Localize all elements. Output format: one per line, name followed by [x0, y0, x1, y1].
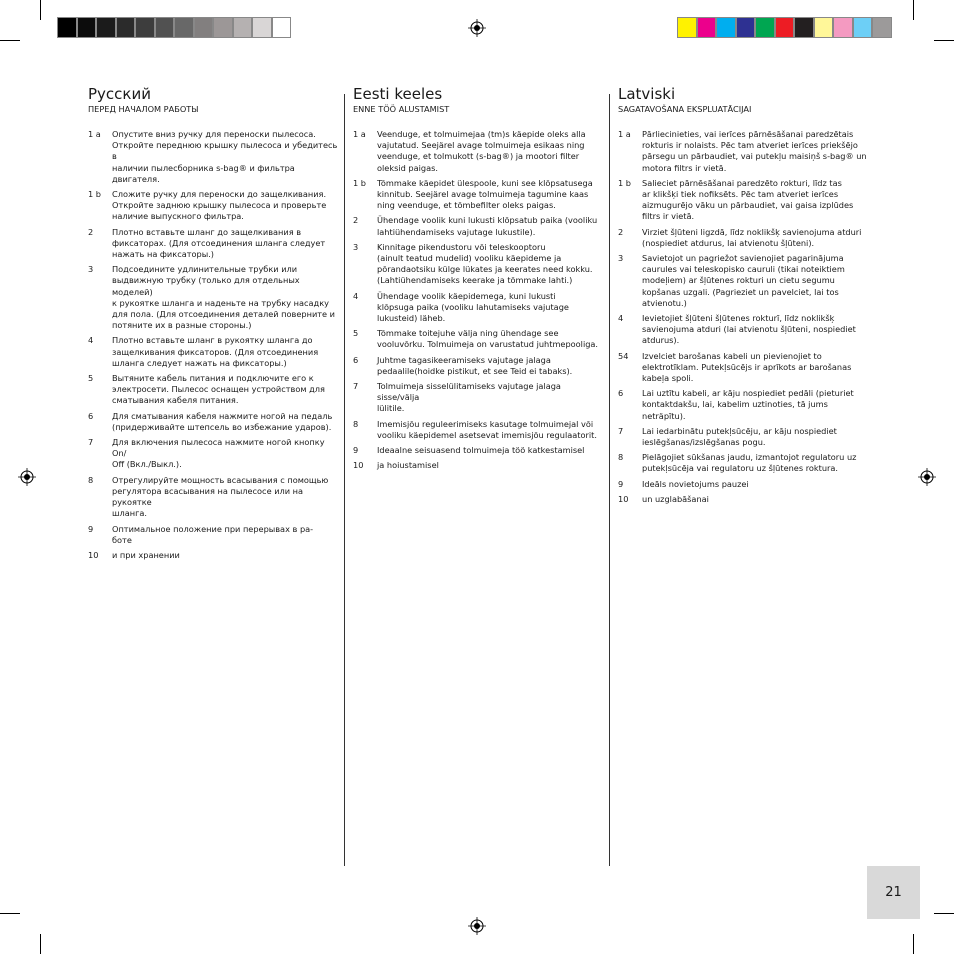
step-number: 10: [618, 493, 629, 504]
color-swatch: [233, 17, 253, 38]
step-text: ja hoiustamisel: [377, 460, 439, 471]
instruction-item: [353, 242, 605, 287]
instruction-list: [353, 129, 605, 475]
step-number: 6: [88, 410, 94, 421]
color-swatch: [213, 17, 233, 38]
instruction-item: [353, 328, 605, 350]
instruction-item: [353, 215, 605, 237]
instruction-item: [88, 550, 338, 561]
step-number: 54: [618, 350, 629, 361]
step-text: Для сматывания кабеля нажмите ногой на педаль (придерживайте штепсель во избежание ударов).: [112, 410, 333, 432]
instruction-item: [88, 475, 338, 520]
instruction-item: [353, 419, 605, 441]
step-text: Lai uztītu kabeli, ar kāju nospiediet pedāli (pieturiet kontaktdakšu, lai, kabelim uztinoties, tā jums neträpītu).: [642, 388, 854, 421]
crop-mark: [0, 913, 20, 914]
step-number: 2: [618, 226, 624, 237]
step-text: Veenduge, et tolmuimejaa (tm)s käepide oleks alla vajutatud. Seejärel avage tolmuimeja esikaas ning veenduge, et tolmukott (s-bag®) ja mootori filter oleksid paigas.: [377, 129, 586, 173]
registration-mark-icon: [918, 468, 936, 486]
instruction-item: [353, 355, 605, 377]
step-number: 5: [353, 328, 359, 339]
instruction-item: [88, 189, 338, 223]
step-number: 9: [353, 445, 359, 456]
column-estonian: [353, 85, 605, 471]
step-number: 7: [88, 437, 94, 448]
step-number: 1 b: [353, 177, 367, 188]
crop-mark: [40, 934, 41, 954]
instruction-item: [88, 227, 338, 261]
instruction-item: [618, 129, 868, 174]
registration-mark-icon: [468, 19, 486, 37]
step-number: 7: [618, 425, 624, 436]
crop-mark: [913, 934, 914, 954]
step-text: Pielāgojiet sūkšanas jaudu, izmantojot regulatoru uz putekļsūcēja vai regulatoru uz šļūtenes roktura.: [642, 452, 857, 474]
step-text: Ideāls novietojums pauzei: [642, 478, 749, 489]
step-number: 1 b: [618, 177, 632, 188]
step-text: Подсоедините удлинительные трубки или выдвижную трубку (только для отдельных моделей) к рукоятке шланга и наденьте на трубку насадку для пола. (Для отсоединения деталей поверните и потяните их в разные стороны.): [112, 264, 335, 331]
step-text: Tõmmake käepidet ülespoole, kuni see klõpsatusega kinnitub. Seejärel avage tolmuimeja tagumine kaas ning veenduge, et tõmbefilter oleks paigas.: [377, 177, 593, 211]
step-number: 1 b: [88, 189, 102, 200]
instruction-item: [353, 445, 605, 456]
color-swatch: [755, 17, 775, 38]
instruction-item: [618, 313, 868, 347]
step-number: 4: [353, 290, 359, 301]
step-number: 4: [88, 335, 94, 346]
step-text: Для включения пылесоса нажмите ногой кнопку On/ Off (Вкл./Выкл.).: [112, 437, 325, 470]
grayscale-color-bar: [57, 17, 291, 38]
step-text: Отрегулируйте мощность всасывания с помощью регулятора всасывания на пылесосе или на рукоятке шланга.: [112, 474, 329, 519]
step-text: Izvelciet barošanas kabeli un pievienojiet to elektrotīklam. Putekļsūcējs ir aprīkots ar barošanas kabeļa spoli.: [642, 350, 852, 384]
color-swatch: [677, 17, 697, 38]
instruction-item: [353, 178, 605, 212]
color-swatch: [814, 17, 834, 38]
instruction-item: [618, 253, 868, 309]
crop-mark: [40, 0, 41, 20]
color-swatch: [775, 17, 795, 38]
color-swatch: [174, 17, 194, 38]
instruction-item: [353, 291, 605, 325]
step-number: 3: [88, 264, 94, 275]
crop-mark: [934, 913, 954, 914]
step-text: Опустите вниз ручку для переноски пылесоса. Откройте переднюю крышку пылесоса и убедитесь в наличии пылесборника s-bag® и фильтра двигателя.: [112, 129, 338, 184]
color-swatch: [716, 17, 736, 38]
step-number: 8: [618, 452, 624, 463]
step-number: 3: [618, 253, 624, 264]
instruction-list: [618, 129, 868, 509]
column-russian: [88, 85, 338, 560]
step-text: и при хранении: [112, 549, 180, 560]
page-number: 21: [867, 866, 920, 919]
crop-mark: [0, 40, 20, 41]
color-swatch: [272, 17, 292, 38]
step-number: 9: [618, 478, 624, 489]
instruction-list: [88, 129, 338, 565]
color-swatch: [872, 17, 892, 38]
step-number: 10: [88, 549, 99, 560]
instruction-item: [618, 351, 868, 385]
step-number: 8: [88, 474, 94, 485]
color-swatch: [853, 17, 873, 38]
instruction-item: [618, 426, 868, 448]
step-number: 6: [618, 388, 624, 399]
step-text: Juhtme tagasikeeramiseks vajutage jalaga pedaalile(hoidke pistikut, et see Teid ei tabaks).: [377, 354, 573, 376]
step-text: Kinnitage pikendustoru või teleskooptoru (ainult teatud mudelid) vooliku käepideme ja põrandaotsiku külge lükates ja keerates need kokku. (Lahtiühendamiseks keerake ja tõmmake lahti.): [377, 241, 593, 286]
step-number: 4: [618, 313, 624, 324]
step-number: 3: [353, 241, 359, 252]
instruction-item: [618, 388, 868, 422]
step-text: un uzglabāšanai: [642, 493, 709, 504]
color-swatch: [57, 17, 77, 38]
instruction-item: [618, 178, 868, 223]
step-number: 1 a: [618, 129, 631, 139]
instruction-item: [88, 129, 338, 185]
step-number: 7: [353, 381, 359, 392]
instruction-item: [353, 381, 605, 415]
column-divider: [609, 94, 610, 866]
step-text: Плотно вставьте шланг до защелкивания в фиксаторах. (Для отсоединения шланга следует нажать на фиксаторы.): [112, 226, 326, 260]
step-number: 9: [88, 523, 94, 534]
step-text: Ievietojiet šļūteni šļūtenes rokturī, līdz noklikšķ savienojuma atduri (lai atvienotu šļūteni, nospiediet atdurus).: [642, 313, 856, 346]
step-text: Оптимальное положение при перерывах в ра- боте: [112, 523, 314, 545]
step-number: 2: [353, 215, 359, 226]
color-swatch: [116, 17, 136, 38]
color-swatch: [736, 17, 756, 38]
step-number: 6: [353, 354, 359, 365]
step-number: 10: [353, 460, 364, 471]
step-number: 8: [353, 418, 359, 429]
column-subtitle: ENNE TÖÖ ALUSTAMIST: [353, 104, 450, 114]
step-text: Virziet šļūteni ligzdā, līdz noklikšķ savienojuma atduri (nospiediet atdurus, lai atvienotu šļūteni).: [642, 226, 862, 248]
step-text: Savietojot un pagriežot savienojiet pagarinājuma caurules vai teleskopisko cauruli (tikai noteiktiem modeļiem) ar šļūtenes rokturi un cietu segumu kopšanas uzgali. (Pagrieziet un pavelciet, lai tos atvienotu.): [642, 253, 845, 308]
instruction-item: [88, 437, 338, 471]
column-title: Eesti keeles: [353, 85, 443, 103]
registration-mark-icon: [468, 917, 486, 935]
step-text: Ühendage voolik käepidemega, kuni lukusti klõpsuga paika (vooliku lahutamiseks vajutage lukusteid) läheb.: [377, 290, 569, 324]
column-subtitle: SAGATAVOŠANA EKSPLUATĀCIJAI: [618, 104, 752, 114]
instruction-item: [618, 494, 868, 505]
instruction-item: [88, 373, 338, 407]
step-number: 1 a: [88, 129, 101, 139]
step-text: Сложите ручку для переноски до защелкивания. Откройте заднюю крышку пылесоса и проверьте наличие выпускного фильтра.: [112, 189, 327, 222]
step-text: Lai iedarbinātu putekļsūcēju, ar kāju nospiediet ieslēgšanas/izslēgšanas pogu.: [642, 425, 837, 448]
step-number: 1 a: [353, 129, 366, 139]
step-number: 5: [88, 373, 94, 384]
color-swatch: [794, 17, 814, 38]
instruction-item: [88, 411, 338, 433]
instruction-item: [618, 227, 868, 249]
instruction-item: [88, 335, 338, 369]
crop-mark: [934, 40, 954, 41]
column-latvian: [618, 85, 868, 504]
color-swatch: [77, 17, 97, 38]
step-text: Tolmuimeja sisselülitamiseks vajutage jalaga sisse/välja lülitile.: [377, 381, 561, 414]
instruction-item: [618, 452, 868, 474]
registration-mark-icon: [18, 468, 36, 486]
column-subtitle: ПЕРЕД НАЧАЛОМ РАБОТЫ: [88, 104, 199, 114]
instruction-item: [88, 524, 338, 546]
instruction-item: [618, 479, 868, 490]
step-text: Плотно вставьте шланг в рукоятку шланга до защелкивания фиксаторов. (Для отсоединения шланга следует нажать на фиксаторы.): [112, 335, 319, 368]
column-divider: [344, 94, 345, 866]
step-text: Вытяните кабель питания и подключите его к электросети. Пылесос оснащен устройством для сматывания кабеля питания.: [112, 373, 325, 406]
step-text: Imemisjõu reguleerimiseks kasutage tolmuimejal või vooliku käepidemel asetsevat imemisjõu regulaatorit.: [377, 418, 597, 440]
instruction-item: [353, 129, 605, 174]
column-title: Русский: [88, 85, 151, 103]
column-title: Latviski: [618, 85, 676, 103]
color-swatch: [96, 17, 116, 38]
color-swatch: [697, 17, 717, 38]
step-text: Salieciet pārnēsāšanai paredzēto rokturi, līdz tas ar klikšķi tiek nofiksēts. Pēc tam atveriet ierīces aizmugurējo vāku un pārbaudiet, vai gaisa izplūdes filtrs ir vietā.: [642, 177, 854, 222]
crop-mark: [913, 0, 914, 20]
color-swatch: [833, 17, 853, 38]
color-swatch: [155, 17, 175, 38]
step-text: Ideaalne seisuasend tolmuimeja töö katkestamisel: [377, 445, 585, 456]
step-text: Tõmmake toitejuhe välja ning ühendage see vooluvõrku. Tolmuimeja on varustatud juhtmepooliga.: [377, 328, 599, 350]
instruction-item: [88, 264, 338, 331]
color-swatch: [194, 17, 214, 38]
process-color-bar: [677, 17, 892, 38]
color-swatch: [252, 17, 272, 38]
instruction-item: [353, 460, 605, 471]
step-number: 2: [88, 226, 94, 237]
step-text: Ühendage voolik kuni lukusti klõpsatub paika (vooliku lahtiühendamiseks vajutage lukustile).: [377, 215, 598, 237]
step-text: Pārliecinieties, vai ierīces pārnēsāšanai paredzētais rokturis ir nolaists. Pēc tam atveriet ierīces priekšējo pārsegu un pārbaudiet, vai putekļu maisiņš s-bag® un motora filtrs ir vietā.: [642, 129, 867, 173]
color-swatch: [135, 17, 155, 38]
